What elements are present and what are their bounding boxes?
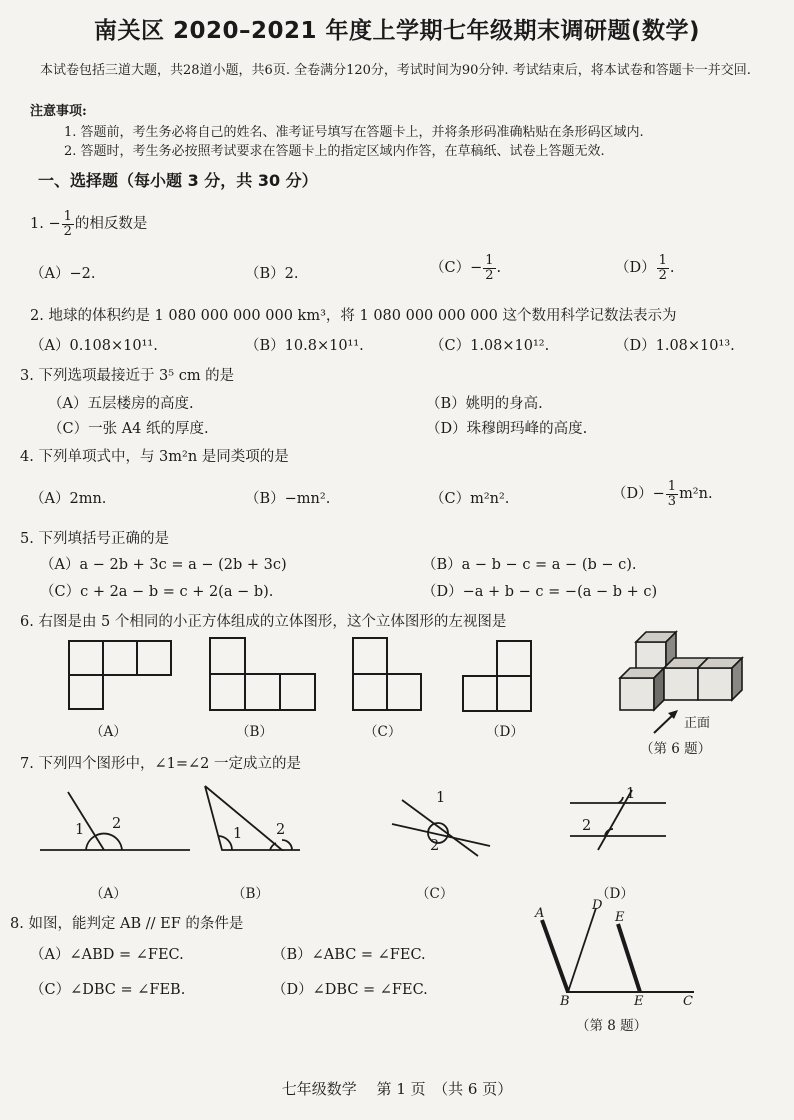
q8-option-c: （C）∠DBC = ∠FEB. [30, 982, 186, 998]
q1-option-c: （C）− $\frac{1}{2}$ . [430, 253, 502, 283]
q2-option-b: （B）10.8×10¹¹. [245, 338, 364, 354]
q6-option-a: （A） [90, 724, 127, 740]
page-footer: 七年级数学 第 1 页 （共 6 页） [281, 1080, 513, 1098]
q3-option-d: （D）珠穆朗玛峰的高度. [426, 421, 588, 437]
q6-front-label: 正面 [684, 716, 711, 731]
question-8: 8. 如图，能判定 AB // EF 的条件是 [10, 916, 244, 932]
q7-option-a: （A） [90, 886, 127, 902]
q1-option-d: （D） $\frac{1}{2}$ . [615, 253, 675, 283]
q8-caption: （第 8 题） [576, 1018, 648, 1034]
q1-option-b: （B）2. [245, 266, 299, 282]
q1-option-a: （A）−2. [30, 266, 96, 282]
exam-title: 南关区 2020–2021 年度上学期七年级期末调研题(数学) [93, 18, 701, 44]
q4-option-a: （A）2mn. [30, 491, 107, 507]
q4-option-b: （B）−mn². [245, 491, 331, 507]
q2-option-a: （A）0.108×10¹¹. [30, 338, 158, 354]
q5-option-b: （B）a − b − c = a − (b − c). [422, 557, 637, 573]
notes-heading: 注意事项: [30, 104, 87, 119]
question-3: 3. 下列选项最接近于 3⁵ cm 的是 [20, 368, 235, 384]
note-item-1: 1. 答题前，考生务必将自己的姓名、准考证号填写在答题卡上，并将条形码准确粘贴在条形码区域内. [64, 125, 644, 140]
question-4: 4. 下列单项式中，与 3m²n 是同类项的是 [20, 449, 289, 465]
q1-fraction: $\frac{1}{2}$ [63, 209, 72, 239]
q5-option-d: （D）−a + b − c = −(a − b + c) [422, 584, 658, 600]
q8-option-d: （D）∠DBC = ∠FEC. [272, 982, 428, 998]
q7-c-label-2: 2 [430, 838, 440, 854]
q8-point-b: B [560, 994, 570, 1009]
q8-point-a: A [535, 906, 545, 921]
q4-option-c: （C）m²n². [430, 491, 510, 507]
q3-option-c: （C）一张 A4 纸的厚度. [48, 421, 209, 437]
q7-a-label-2: 2 [112, 816, 122, 832]
q6-option-b: （B） [236, 724, 273, 740]
q8-option-a: （A）∠ABD = ∠FEC. [30, 947, 184, 963]
q8-point-d: D [592, 898, 603, 913]
q5-option-a: （A）a − 2b + 3c = a − (2b + 3c) [40, 557, 287, 573]
q6-option-c: （C） [364, 724, 402, 740]
q8-point-c: C [683, 994, 693, 1009]
question-5: 5. 下列填括号正确的是 [20, 531, 169, 547]
note-item-2: 2. 答题时，考生务必按照考试要求在答题卡上的指定区域内作答，在草稿纸、试卷上答题无效. [64, 144, 605, 159]
exam-intro: 本试卷包括三道大题，共28道小题，共6页. 全卷满分120分，考试时间为90分钟. 考试结束后，将本试卷和答题卡一并交回. [40, 63, 751, 78]
q2-option-c: （C）1.08×10¹². [430, 338, 550, 354]
q2-option-d: （D）1.08×10¹³. [615, 338, 735, 354]
q4-option-d: （D）− $\frac{1}{3}$ m²n. [612, 479, 713, 509]
q7-option-d: （D） [596, 886, 634, 902]
question-7: 7. 下列四个图形中，∠1=∠2 一定成立的是 [20, 756, 301, 772]
q6-caption: （第 6 题） [640, 741, 712, 757]
q8-option-b: （B）∠ABC = ∠FEC. [272, 947, 426, 963]
q1-minus: − [48, 216, 61, 233]
q6-option-d: （D） [486, 724, 524, 740]
q1-text: 的相反数是 [74, 216, 148, 233]
q7-option-c: （C） [416, 886, 454, 902]
q7-d-label-1: 1 [626, 786, 636, 802]
q3-option-a: （A）五层楼房的高度. [48, 396, 194, 412]
question-2: 2. 地球的体积约是 1 080 000 000 000 km³，将 1 080 000 000 000 这个数用科学记数法表示为 [30, 308, 677, 324]
q7-d-label-2: 2 [582, 818, 592, 834]
question-6: 6. 右图是由 5 个相同的小正方体组成的立体图形，这个立体图形的左视图是 [20, 614, 507, 630]
q7-option-b: （B） [232, 886, 269, 902]
q8-point-e-top: E [615, 910, 625, 925]
q5-option-c: （C）c + 2a − b = c + 2(a − b). [40, 584, 274, 600]
q7-a-label-1: 1 [75, 822, 85, 838]
q7-c-label-1: 1 [436, 790, 446, 806]
q7-b-label-2: 2 [276, 822, 286, 838]
q7-b-label-1: 1 [233, 826, 243, 842]
q3-option-b: （B）姚明的身高. [426, 396, 543, 412]
section-heading: 一、选择题（每小题 3 分，共 30 分） [38, 171, 318, 190]
q1-number: 1. [30, 216, 44, 233]
q8-point-e-bottom: E [634, 994, 644, 1009]
